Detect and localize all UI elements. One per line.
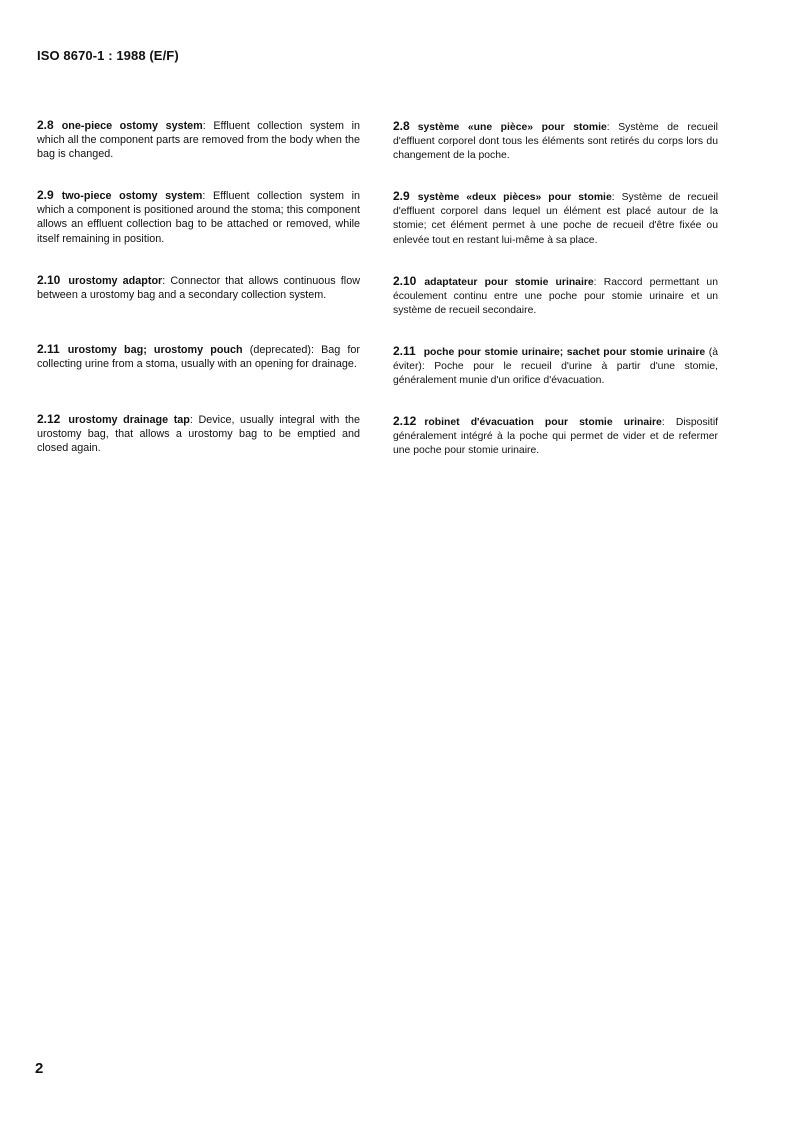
entry-definition: Effluent collection system in which a component is positioned around the stoma; this component allows an effluent collection bag to be attached or removed, while itself remaining in position. xyxy=(37,190,361,245)
entry-separator: : xyxy=(661,417,665,428)
term-entry xyxy=(37,273,360,302)
page-number: 2 xyxy=(35,1060,44,1077)
entry-separator: : xyxy=(421,361,425,373)
entry-definition: Système de recueil d'effluent corporel dans lequel un élément est placé autour de la stomie; cet élément permet à une poche de recueil d'être fixée ou enlevée tout en restant lui-même à sa place. xyxy=(393,192,719,246)
entry-definition: Système de recueil d'effluent corporel dont tous les éléments sont retirés du corps lors du changement de la poche. xyxy=(393,122,718,162)
entry-separator: : xyxy=(202,190,206,202)
entry-term: adaptateur pour stomie urinaire xyxy=(424,277,594,288)
entry-definition: Raccord permettant un écoulement continu entre une poche pour stomie urinaire et un système de recueil secondaire. xyxy=(393,277,718,317)
entry-number: 2.9 xyxy=(393,189,410,203)
entry-number: 2.9 xyxy=(37,188,54,202)
entry-separator: : xyxy=(606,122,610,133)
entry-number: 2.10 xyxy=(393,274,417,288)
entry-definition: Bag for collecting urine from a stoma, usually with an opening for drainage. xyxy=(37,344,361,371)
entry-term: urostomy drainage tap xyxy=(68,414,190,426)
entry-term: urostomy adaptor xyxy=(68,275,163,287)
page-header: ISO 8670-1 : 1988 (E/F) xyxy=(37,48,179,63)
entry-number: 2.8 xyxy=(393,119,410,133)
entry-term: one-piece ostomy system xyxy=(61,120,203,132)
term-entry xyxy=(37,412,360,456)
entry-number: 2.11 xyxy=(37,342,60,356)
entry-term: urostomy bag; urostomy pouch xyxy=(67,344,243,356)
entry-qualifier: (deprecated) xyxy=(249,344,311,356)
entry-number: 2.8 xyxy=(37,118,54,132)
entry-separator: : xyxy=(310,344,314,356)
entry-term: poche pour stomie urinaire; sachet pour stomie urinaire xyxy=(423,347,706,358)
term-entry xyxy=(393,344,718,389)
entry-number: 2.12 xyxy=(37,412,61,426)
entry-separator: : xyxy=(611,192,615,203)
entry-separator: : xyxy=(189,414,193,426)
entry-term: two-piece ostomy system xyxy=(61,190,203,202)
entry-qualifier: (à éviter) xyxy=(393,347,718,373)
entry-separator: : xyxy=(202,120,206,132)
term-entry xyxy=(393,414,718,459)
term-entry xyxy=(393,274,718,319)
term-entry xyxy=(37,118,360,162)
term-entry xyxy=(37,342,360,371)
entry-term: robinet d'évacuation pour stomie urinaire xyxy=(424,417,662,428)
entry-separator: : xyxy=(593,277,597,288)
entry-term: système «deux pièces» pour stomie xyxy=(417,192,612,203)
entry-number: 2.10 xyxy=(37,273,61,287)
entry-term: système «une pièce» pour stomie xyxy=(417,122,607,133)
entry-number: 2.11 xyxy=(393,344,416,358)
term-entry xyxy=(37,188,360,246)
entry-separator: : xyxy=(162,275,166,287)
term-entry xyxy=(393,119,718,164)
entry-definition: Connector that allows continuous flow between a urostomy bag and a secondary collection system. xyxy=(37,275,361,302)
entry-definition: Dispositif généralement intégré à la poche qui permet de vider et de refermer une poche pour stomie urinaire. xyxy=(393,417,719,457)
entry-definition: Poche pour le recueil d'urine à partir d'une stomie, généralement munie d'un orifice d'évacuation. xyxy=(393,361,718,387)
term-entry xyxy=(393,189,718,248)
entry-number: 2.12 xyxy=(393,414,417,428)
entry-definition: Effluent collection system in which all the component parts are removed from the body when the bag is changed. xyxy=(37,120,361,161)
entry-definition: Device, usually integral with the urostomy bag, that allows a urostomy bag to be emptied and closed again. xyxy=(37,414,361,455)
